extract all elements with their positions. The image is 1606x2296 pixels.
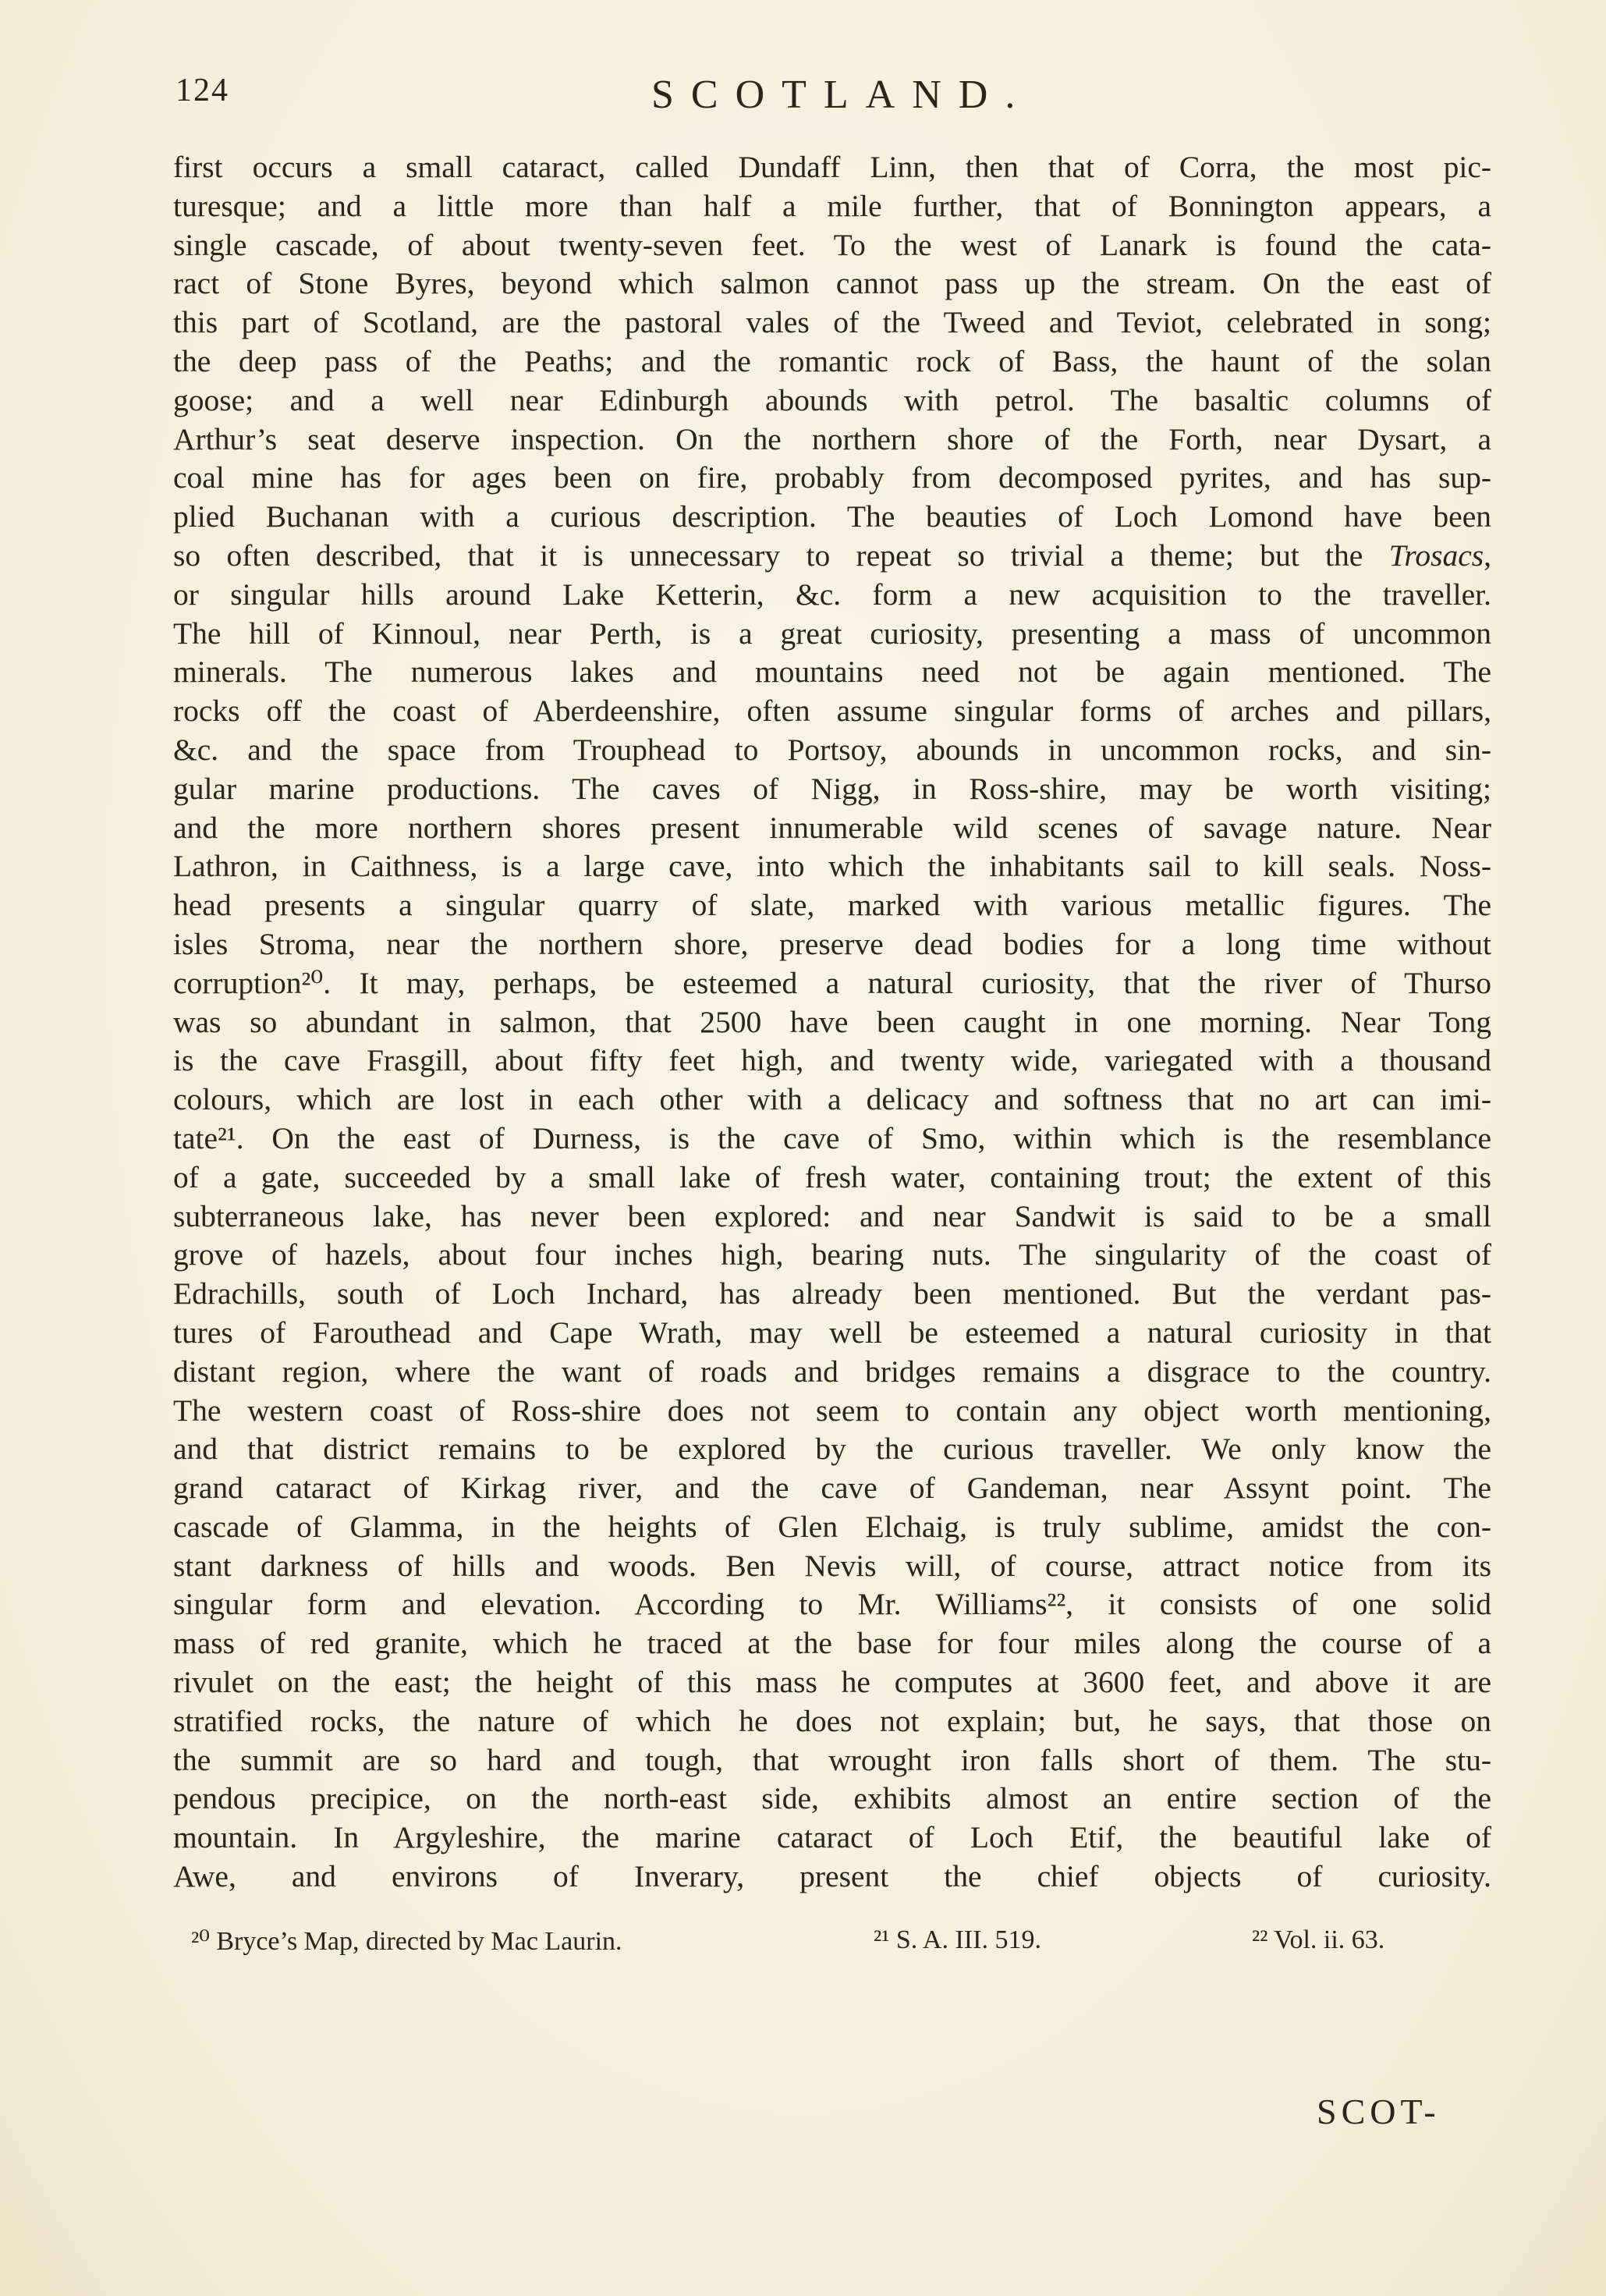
- text-line: distant region, where the want of roads and bridges remains a disgrace to the country.: [173, 1354, 1491, 1389]
- text-line: Edrachills, south of Loch Inchard, has already been mentioned. But the verdant pas-: [173, 1276, 1491, 1311]
- text-line: first occurs a small cataract, called Dundaff Linn, then that of Corra, the most pic-: [173, 150, 1491, 184]
- text-line: corruption²⁰. It may, perhaps, be esteemed a natural curiosity, that the river of Thurso: [173, 965, 1491, 1000]
- text-line: grand cataract of Kirkag river, and the cave of Gandeman, near Assynt point. The: [173, 1471, 1491, 1506]
- text-line: coal mine has for ages been on fire, probably from decomposed pyrites, and has sup-: [173, 460, 1491, 495]
- text-line: tate²¹. On the east of Durness, is the cave of Smo, within which is the resemblance: [173, 1120, 1491, 1155]
- text-line: the summit are so hard and tough, that wrought iron falls short of them. The stu-: [173, 1742, 1491, 1777]
- text-line: rivulet on the east; the height of this mass he computes at 3600 feet, and above it are: [173, 1665, 1491, 1700]
- text-line: was so abundant in salmon, that 2500 have been caught in one morning. Near Tong: [173, 1004, 1491, 1039]
- page-number: 124: [175, 73, 229, 108]
- text-line: The hill of Kinnoul, near Perth, is a great curiosity, presenting a mass of uncommon: [173, 616, 1491, 651]
- catchword: SCOT-: [1317, 2092, 1441, 2131]
- footnotes: [191, 1925, 1501, 1964]
- text-line: Awe, and environs of Inverary, present the chief objects of curiosity.: [173, 1859, 1491, 1894]
- text-line: of a gate, succeeded by a small lake of fresh water, containing trout; the extent of this: [173, 1159, 1491, 1194]
- text-line: Lathron, in Caithness, is a large cave, into which the inhabitants sail to kill seals. Noss-: [173, 849, 1491, 884]
- text-line: stant darkness of hills and woods. Ben Nevis will, of course, attract notice from its: [173, 1548, 1491, 1583]
- text-line: head presents a singular quarry of slate, marked with various metallic figures. The: [173, 888, 1491, 923]
- text-line: minerals. The numerous lakes and mountains need not be again mentioned. The: [173, 655, 1491, 690]
- text-line: cascade of Glamma, in the heights of Glen Elchaig, is truly sublime, amidst the con-: [173, 1509, 1491, 1544]
- text-line: subterraneous lake, has never been explored: and near Sandwit is said to be a small: [173, 1198, 1491, 1233]
- text-line: this part of Scotland, are the pastoral vales of the Tweed and Teviot, celebrated in song;: [173, 305, 1491, 340]
- text-line: isles Stroma, near the northern shore, preserve dead bodies for a long time without: [173, 926, 1491, 961]
- text-line: is the cave Frasgill, about fifty feet high, and twenty wide, variegated with a thousand: [173, 1043, 1491, 1078]
- page-header: [175, 72, 1486, 126]
- text-line: gular marine productions. The caves of Nigg, in Ross-shire, may be worth visiting;: [173, 771, 1491, 806]
- footnote-22: ²² Vol. ii. 63.: [1252, 1925, 1385, 1954]
- text-line: &c. and the space from Trouphead to Portsoy, abounds in uncommon rocks, and sin-: [173, 732, 1491, 767]
- text-line: and the more northern shores present innumerable wild scenes of savage nature. Near: [173, 810, 1491, 845]
- text-line: mass of red granite, which he traced at the base for four miles along the course of a: [173, 1626, 1491, 1661]
- text-line: singular form and elevation. According to Mr. Williams²², it consists of one solid: [173, 1587, 1491, 1622]
- text-line: goose; and a well near Edinburgh abounds with petrol. The basaltic columns of: [173, 382, 1491, 417]
- running-head: SCOTLAND.: [651, 73, 1033, 117]
- text-line: The western coast of Ross-shire does not seem to contain any object worth mentioning,: [173, 1393, 1491, 1428]
- text-line: Arthur’s seat deserve inspection. On the northern shore of the Forth, near Dysart, a: [173, 421, 1491, 456]
- text-line: ract of Stone Byres, beyond which salmon cannot pass up the stream. On the east of: [173, 266, 1491, 301]
- text-line: the deep pass of the Peaths; and the romantic rock of Bass, the haunt of the solan: [173, 343, 1491, 378]
- footnote-20: ²⁰ Bryce’s Map, directed by Mac Laurin.: [191, 1927, 622, 1956]
- text-line: so often described, that it is unnecessary to repeat so trivial a theme; but the Trosacs,: [173, 538, 1491, 573]
- italic-word: Trosacs: [1388, 538, 1484, 573]
- body-text: [173, 148, 1491, 1897]
- text-line: stratified rocks, the nature of which he does not explain; but, he says, that those on: [173, 1703, 1491, 1738]
- text-line: colours, which are lost in each other with a delicacy and softness that no art can imi-: [173, 1082, 1491, 1117]
- text-line: pendous precipice, on the north-east side, exhibits almost an entire section of the: [173, 1781, 1491, 1816]
- text-line: and that district remains to be explored by the curious traveller. We only know the: [173, 1432, 1491, 1467]
- text-line: turesque; and a little more than half a mile further, that of Bonnington appears, a: [173, 188, 1491, 223]
- text-line: tures of Farouthead and Cape Wrath, may well be esteemed a natural curiosity in that: [173, 1315, 1491, 1350]
- text-line: rocks off the coast of Aberdeenshire, often assume singular forms of arches and pillars,: [173, 694, 1491, 729]
- text-line: or singular hills around Lake Ketterin, &c. form a new acquisition to the traveller.: [173, 577, 1491, 612]
- footnote-21: ²¹ S. A. III. 519.: [874, 1925, 1041, 1954]
- text-line: mountain. In Argyleshire, the marine cataract of Loch Etif, the beautiful lake of: [173, 1820, 1491, 1855]
- text-line: grove of hazels, about four inches high, bearing nuts. The singularity of the coast of: [173, 1237, 1491, 1272]
- text-line: plied Buchanan with a curious description. The beauties of Loch Lomond have been: [173, 499, 1491, 534]
- text-line: single cascade, of about twenty-seven feet. To the west of Lanark is found the cata-: [173, 227, 1491, 262]
